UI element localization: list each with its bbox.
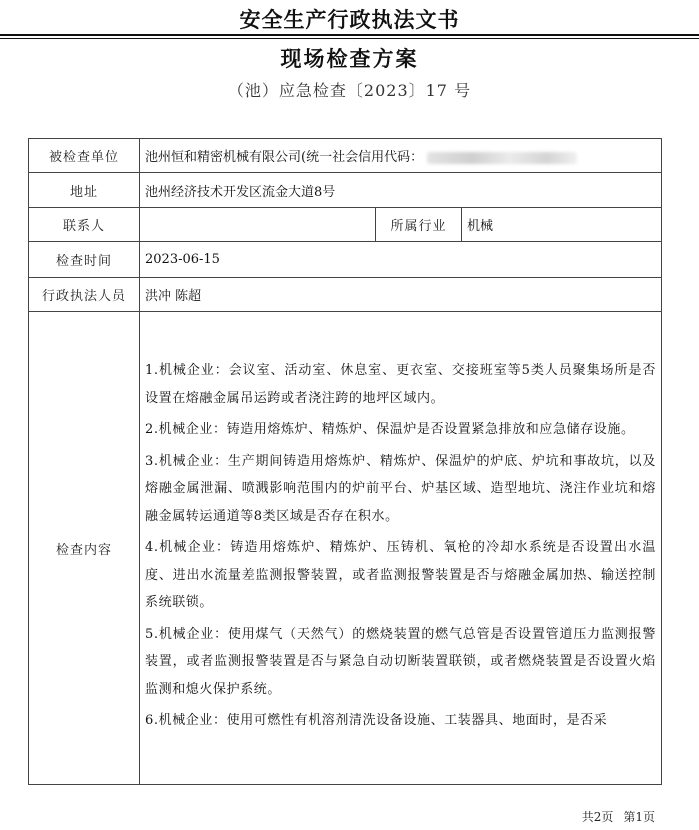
inspection-time-value: 2023-06-15: [140, 242, 662, 278]
address-label: 地址: [29, 173, 140, 208]
industry-label: 所属行业: [376, 208, 462, 242]
contact-label: 联系人: [29, 208, 140, 242]
content-item-3: 3.机械企业：生产期间铸造用熔炼炉、精炼炉、保温炉的炉底、炉坑和事故坑，以及熔融金属泄漏、喷溅影响范围内的炉前平台、炉基区域、造型地坑、浇注作业坑和熔融金属转运通道等8类区域是否存在积水。: [145, 453, 657, 524]
inspected-unit-value: 池州恒和精密机械有限公司(统一社会信用代码：: [145, 150, 424, 165]
industry-value: 机械: [462, 208, 662, 242]
inspected-unit-label: 被检查单位: [29, 139, 140, 173]
document-header: [0, 0, 699, 38]
content-item-4: 4.机械企业：铸造用熔炼炉、精炼炉、压铸机、氧枪的冷却水系统是否设置出水温度、进出水流量差监测报警装置，或者监测报警装置是否与熔融金属加热、输送控制系统联锁。: [145, 540, 657, 611]
row-inspection-time: [29, 242, 662, 278]
content-item-5: 5.机械企业：使用煤气（天然气）的燃烧装置的燃气总管是否设置管道压力监测报警装置，或者监测报警装置是否与紧急自动切断装置联锁，或者燃烧装置是否设置火焰监测和熄火保护系统。: [145, 626, 657, 697]
row-officers: [29, 278, 662, 312]
row-contact: [29, 208, 662, 242]
document-number: （池）应急检查〔2023〕17 号: [227, 81, 472, 100]
inspection-content-label: 检查内容: [29, 312, 140, 785]
row-address: [29, 173, 662, 208]
officers-label: 行政执法人员: [29, 278, 140, 312]
plan-title: 现场检查方案: [280, 47, 419, 71]
header-rule-thin: [0, 38, 699, 39]
inspection-content-cell: [140, 312, 662, 785]
content-item-2: 2.机械企业：铸造用熔炼炉、精炼炉、保温炉是否设置紧急排放和应急储存设施。: [145, 422, 635, 438]
contact-value: [140, 208, 376, 242]
page-footer: [572, 808, 655, 825]
current-page: 第1页: [623, 810, 655, 824]
content-item-6: 6.机械企业：使用可燃性有机溶剂清洗设备设施、工装器具、地面时，是否采: [145, 713, 608, 729]
row-inspected-unit: [29, 139, 662, 173]
officers-value: 洪冲 陈超: [140, 278, 662, 312]
row-inspection-content: [29, 312, 662, 785]
inspected-unit-value-cell: [140, 139, 662, 173]
redacted-credit-code: [427, 152, 577, 164]
document-title: 安全生产行政执法文书: [239, 8, 460, 32]
content-item-1: 1.机械企业：会议室、活动室、休息室、更衣室、交接班室等5类人员聚集场所是否设置在熔融金属吊运跨或者浇注跨的地坪区域内。: [145, 363, 657, 406]
header-rule-thick: [0, 34, 699, 36]
inspection-time-label: 检查时间: [29, 242, 140, 278]
inspection-plan-table: [28, 138, 662, 785]
address-value: 池州经济技术开发区流金大道8号: [140, 173, 662, 208]
total-pages: 共2页: [581, 810, 614, 824]
